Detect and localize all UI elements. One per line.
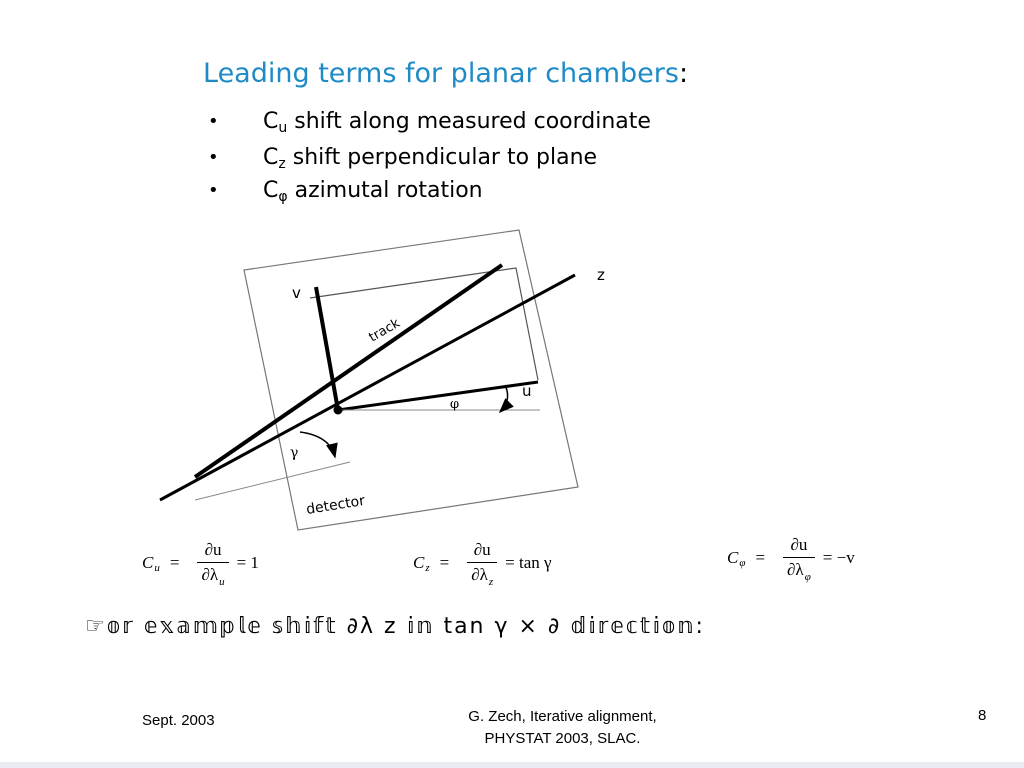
formula-rhs: = 1 — [236, 552, 259, 572]
z-axis-line — [160, 275, 575, 500]
bullet-subscript: φ — [278, 189, 288, 205]
formula-numerator: ∂u — [790, 535, 808, 554]
label-v: v — [292, 284, 301, 302]
footer-date: Sept. 2003 — [142, 712, 215, 729]
slide-title-text: Leading terms for planar chambers — [203, 58, 679, 89]
intersection-point — [334, 406, 343, 415]
example-line: ☞𝕠𝕣 𝕖𝕩𝕒𝕞𝕡𝕝𝕖 𝕤𝕙𝕚𝕗𝕥 ∂λ z 𝕚𝕟 tan γ × ∂ 𝕕𝕚𝕣𝕖𝕔𝕥𝕚𝕠𝕟: — [85, 614, 705, 639]
formula-fraction — [197, 540, 228, 588]
formula-fraction — [783, 535, 815, 583]
bullet-subscript: u — [278, 120, 288, 136]
bullet-dot: • — [208, 111, 219, 132]
bullet-subscript: z — [278, 156, 286, 172]
label-z: z — [597, 266, 605, 284]
formula-rhs: = −v — [822, 547, 855, 567]
detector-plane — [244, 230, 578, 530]
gamma-angle-arrow — [300, 432, 335, 457]
footer-author-line2: PHYSTAT 2003, SLAC. — [484, 730, 641, 747]
bullet-description: shift perpendicular to plane — [285, 145, 598, 170]
label-track: track — [366, 315, 403, 346]
formula-cu: C u = $\frac{\partial u}{\partial\lambda_u}$ = 1 — [142, 540, 259, 588]
footer-author-line1: G. Zech, Iterative alignment, — [468, 708, 657, 725]
formula-lhs: C — [142, 552, 154, 572]
formula-denominator: $\partial\lambda_\varphi$ — [783, 557, 815, 580]
formula-cphi: C φ = $\frac{\partial u}{\partial\lambda_\varphi}$ = −v — [727, 535, 855, 583]
bullet-dot: • — [208, 180, 219, 201]
formula-rhs: = tan γ — [505, 552, 552, 572]
formula-lhs-sub: φ — [739, 556, 746, 569]
bullet-symbol: C — [263, 178, 279, 203]
label-u: u — [522, 382, 532, 400]
label-detector: detector — [305, 492, 367, 518]
formula-lhs-sub: u — [154, 561, 160, 574]
track-line — [195, 265, 502, 477]
bottom-rule — [0, 762, 1024, 768]
label-phi: φ — [450, 397, 460, 412]
formula-denominator: $\partial\lambda_z$ — [467, 562, 497, 585]
slide-title-colon: : — [678, 58, 689, 89]
bullet-symbol: C — [263, 109, 279, 134]
bullet-dot: • — [208, 147, 219, 168]
formula-numerator: ∂u — [473, 540, 491, 559]
label-gamma: γ — [290, 445, 299, 461]
bullet-symbol: C — [263, 145, 279, 170]
formula-cz: C z = $\frac{\partial u}{\partial\lambda_z}$ = tan γ — [413, 540, 552, 588]
phi-rotation-arrow — [500, 385, 508, 412]
formula-lhs-sub: z — [425, 561, 430, 574]
page-number: 8 — [978, 707, 987, 724]
formula-denominator: $\partial\lambda_u$ — [197, 562, 228, 585]
bullet-description: azimutal rotation — [287, 178, 483, 203]
footer-author — [400, 706, 725, 750]
formula-lhs: C — [727, 547, 739, 567]
coordinate-frame — [310, 268, 538, 380]
formula-fraction — [467, 540, 497, 588]
formula-lhs: C — [413, 552, 425, 572]
formula-numerator: ∂u — [204, 540, 222, 559]
bullet-description: shift along measured coordinate — [287, 109, 651, 134]
